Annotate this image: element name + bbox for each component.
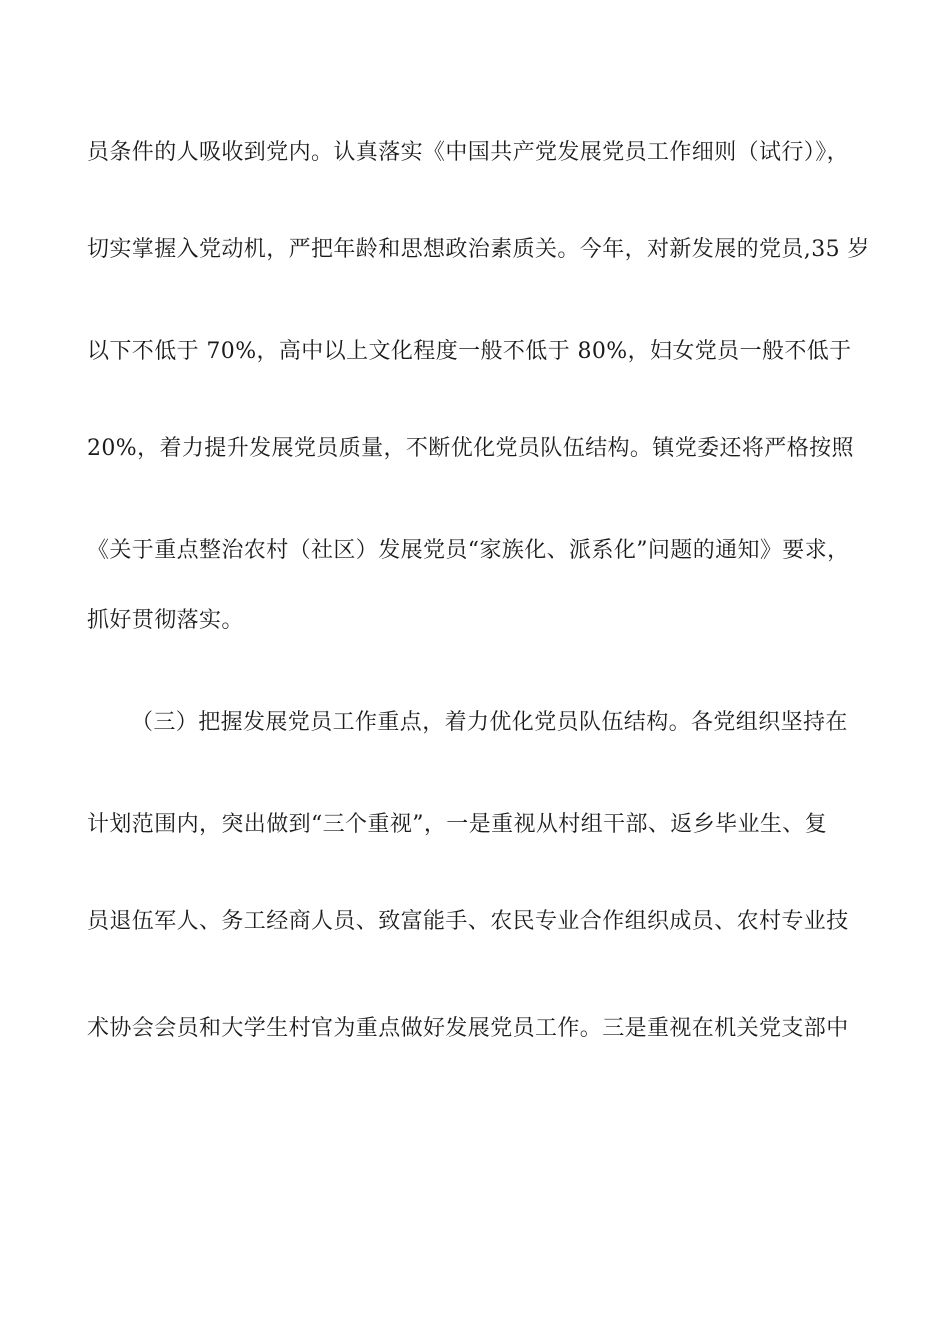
body-text-line: 抓好贯彻落实。 (87, 608, 244, 633)
body-text-line: 员条件的人吸收到党内。认真落实《中国共产党发展党员工作细则（试行）》， (87, 140, 850, 165)
body-text-line: 《关于重点整治农村（社区）发展党员“家族化、派系化”问题的通知》要求， (87, 538, 850, 563)
body-text-line: 计划范围内，突出做到“三个重视”，一是重视从村组干部、返乡毕业生、复 (87, 812, 828, 837)
body-text-line: 20%，着力提升发展党员质量，不断优化党员队伍结构。镇党委还将严格按照 (87, 436, 854, 461)
body-text-line: 术协会会员和大学生村官为重点做好发展党员工作。三是重视在机关党支部中 (87, 1016, 849, 1041)
body-text-line: 切实掌握入党动机，严把年龄和思想政治素质关。今年，对新发展的党员,35 岁 (87, 237, 870, 262)
body-text-line: 以下不低于 70%，高中以上文化程度一般不低于 80%，妇女党员一般不低于 (87, 339, 852, 364)
body-text-line: 员退伍军人、务工经商人员、致富能手、农民专业合作组织成员、农村专业技 (87, 909, 849, 934)
paragraph-first-line: （三）把握发展党员工作重点，着力优化党员队伍结构。各党组织坚持在 (131, 710, 848, 735)
